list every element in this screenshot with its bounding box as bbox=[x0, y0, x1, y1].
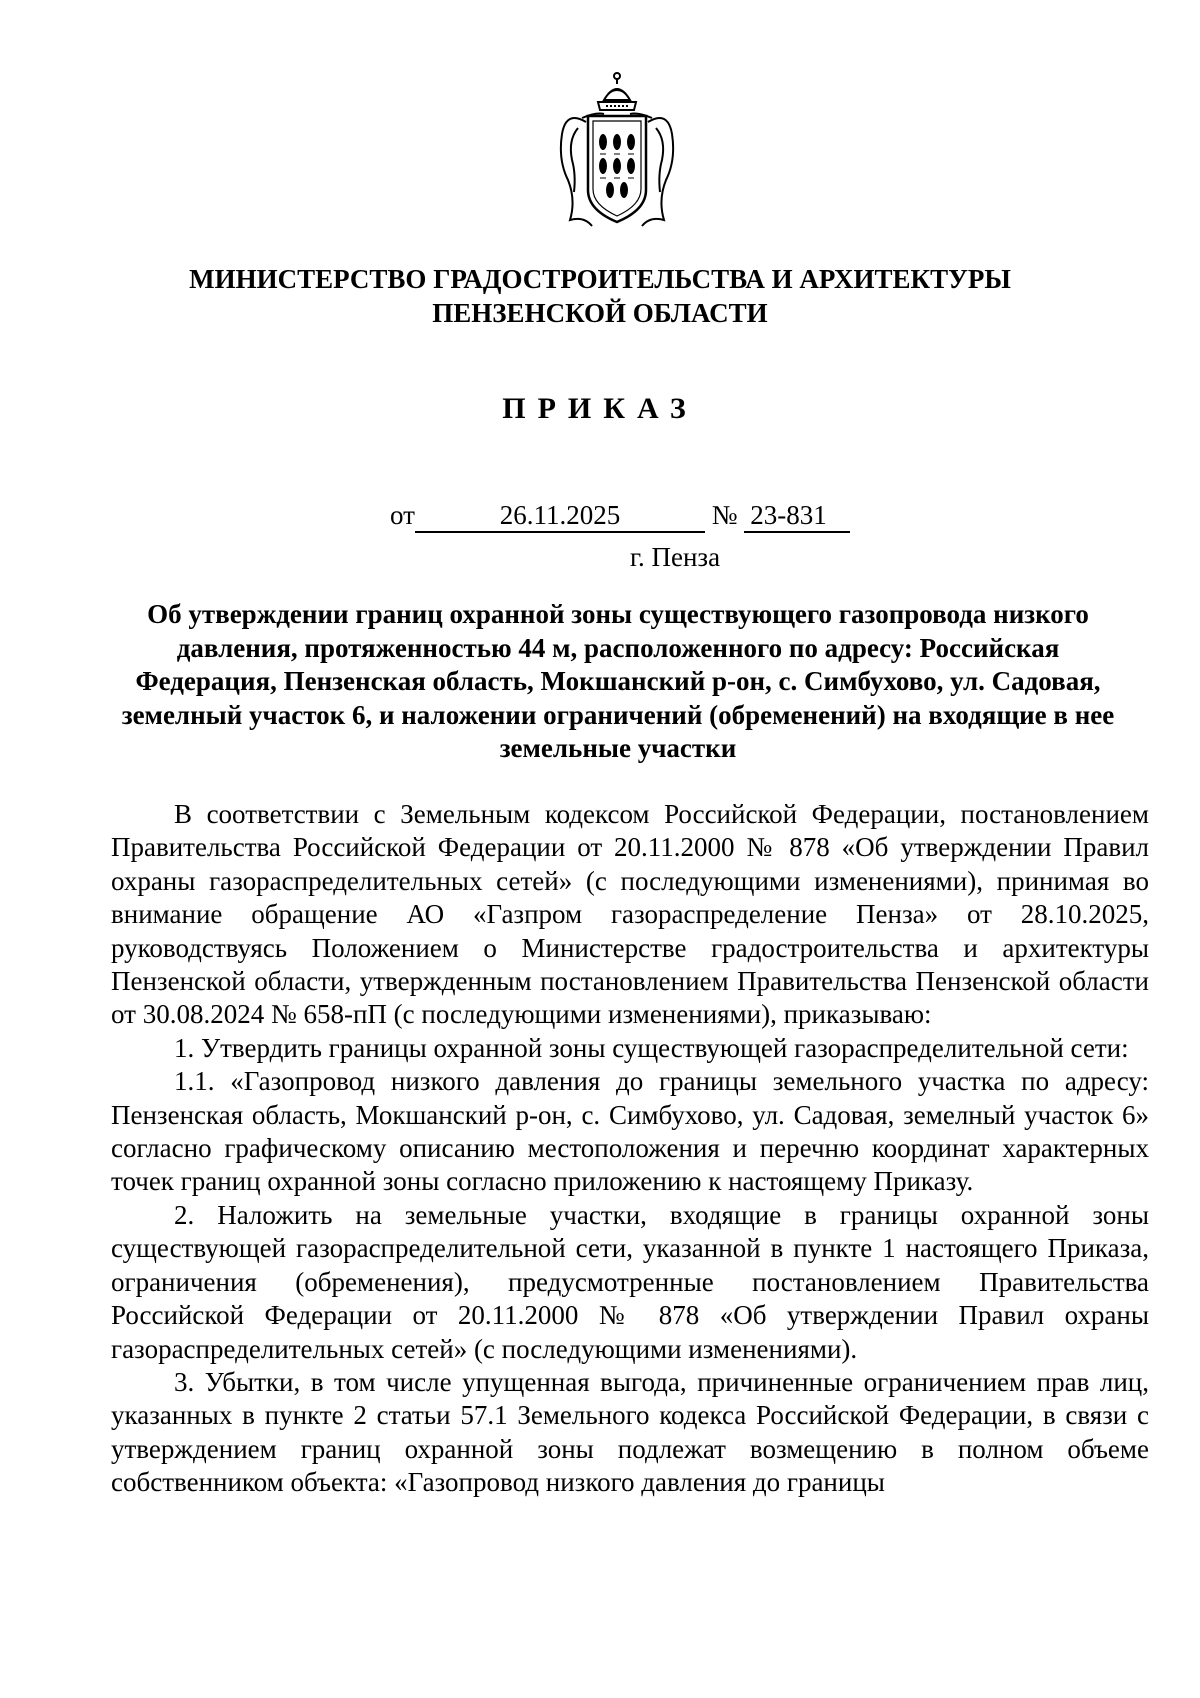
body-paragraph-item-3: 3. Убытки, в том числе упущенная выгода, причиненные ограничением прав лиц, указанных в пункте 2 статьи 57.1 Земельного кодекса Российской Федерации, в связи с утверждением границ охранной зоны подлежат возмещению в полном объеме собственником объекта: «Газопровод низкого давления до границы bbox=[111, 1366, 1149, 1498]
body-paragraph-preamble: В соответствии с Земельным кодексом Российской Федерации, постановлением Правительства Российской Федерации от 20.11.2000 № 878 «Об утверждении Правил охраны газораспределительных сетей» (с последующими изменениями), принимая во внимание обращение АО «Газпром газораспределение Пенза» от 28.10.2025, руководствуясь Положением о Министерстве градостроительства и архитектуры Пензенской области, утвержденным постановлением Правительства Пензенской области от 30.08.2024 № 658-пП (с последующими изменениями), приказываю: bbox=[111, 799, 1149, 1030]
ministry-name-line1: МИНИСТЕРСТВО ГРАДОСТРОИТЕЛЬСТВА И АРХИТЕКТУРЫ bbox=[189, 264, 1011, 294]
body-paragraph-item-1-1: 1.1. «Газопровод низкого давления до границы земельного участка по адресу: Пензенская область, Мокшанский р-он, с. Симбухово, ул. Садовая, земелный участок 6» согласно графическому описанию местоположения и перечню координат характерных точек границ охранной зоны согласно приложению к настоящему Приказу. bbox=[111, 1066, 1149, 1197]
ministry-name-line2: ПЕНЗЕНСКОЙ ОБЛАСТИ bbox=[432, 298, 768, 328]
document-number: 23-831 bbox=[744, 499, 850, 533]
document-type-title: ПРИКАЗ bbox=[502, 392, 698, 425]
body-paragraph-item-1: 1. Утвердить границы охранной зоны существующей газораспределительной сети: bbox=[174, 1032, 1129, 1063]
ministry-heading bbox=[100, 262, 1100, 330]
document-subject: Об утверждении границ охранной зоны существующего газопровода низкого давления, протяженностью 44 м, расположенного по адресу: Российская Федерация, Пензенская область, Мокшанский р-он, с. Симбухово, ул. Садовая, земелный участок 6, и наложении ограничений (обременений) на входящие в нее земельные участки bbox=[121, 599, 1115, 763]
date-prefix: от bbox=[390, 500, 415, 530]
body-paragraph-item-2: 2. Наложить на земельные участки, входящие в границы охранной зоны существующей газораспределительной сети, указанной в пункте 1 настоящего Приказа, ограничения (обременения), предусмотренные постановлением Правительства Российской Федерации от 20.11.2000 № 878 «Об утверждении Правил охраны газораспределительных сетей» (с последующими изменениями). bbox=[111, 1199, 1149, 1364]
document-body bbox=[111, 798, 1149, 1500]
coat-of-arms-icon bbox=[556, 70, 678, 235]
date-number-line bbox=[390, 498, 850, 533]
document-city: г. Пенза bbox=[629, 542, 721, 572]
document-date: 26.11.2025 bbox=[415, 499, 705, 533]
number-prefix: № bbox=[711, 500, 738, 530]
